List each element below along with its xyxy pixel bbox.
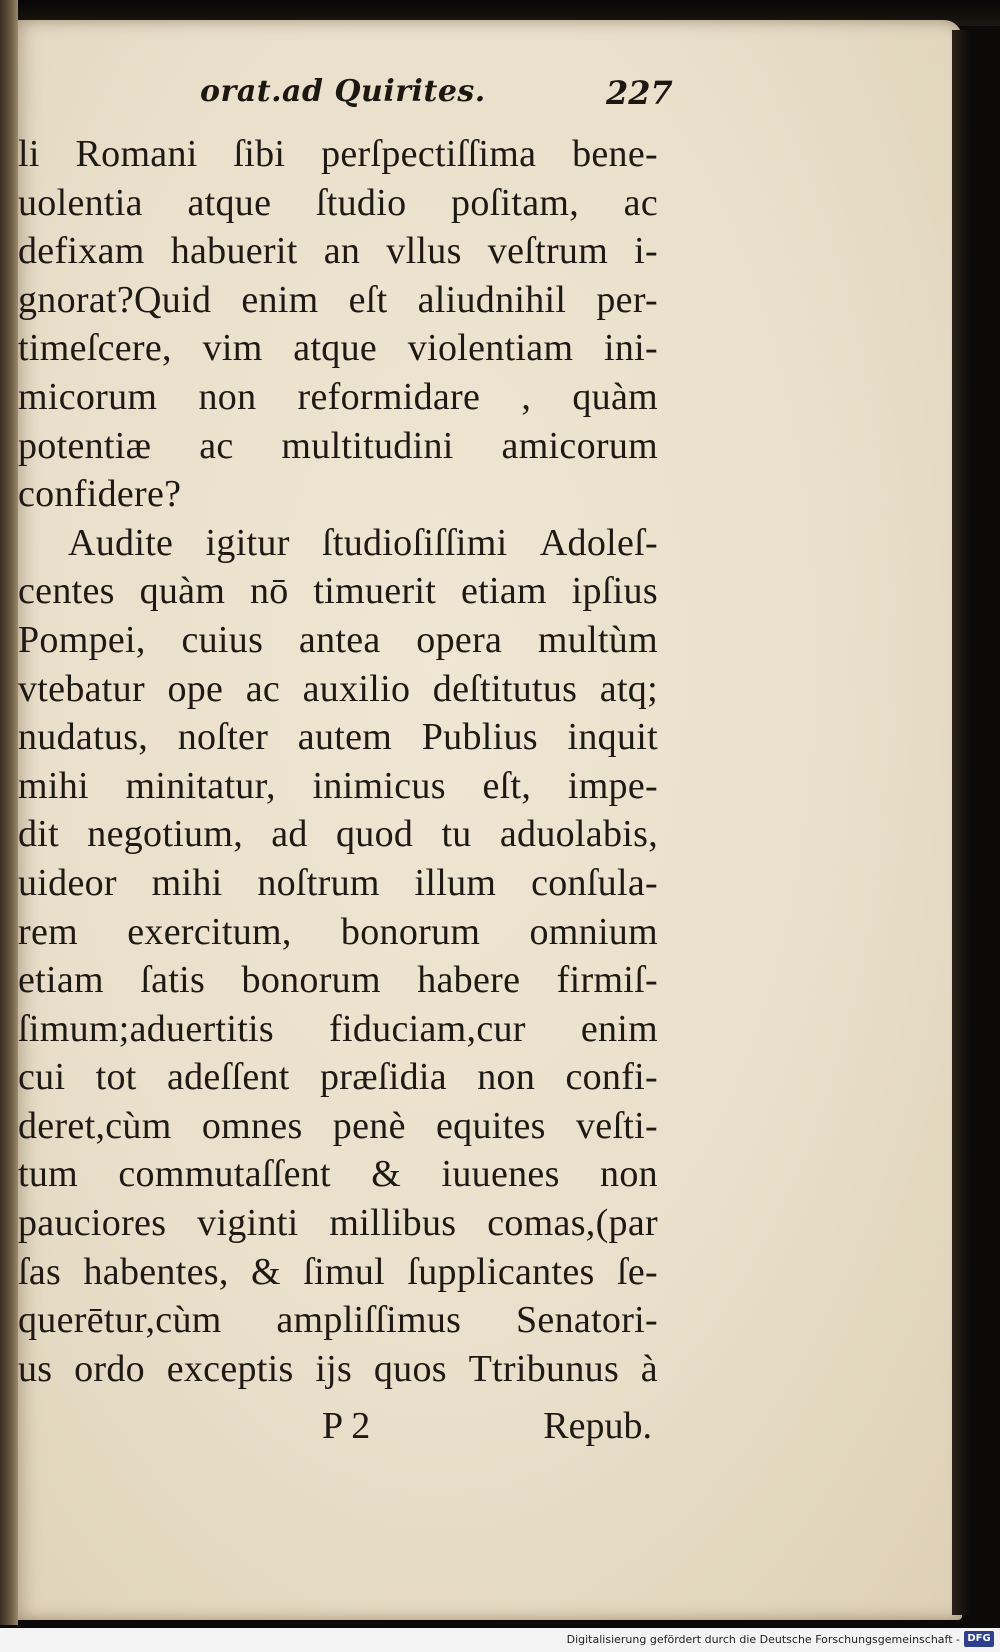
text-line: nudatus, noſter autem Publius inquit xyxy=(18,716,658,759)
text-line: confidere? xyxy=(18,473,182,516)
text-line: uolentia atque ſtudio poſitam, ac xyxy=(18,181,658,224)
book-spine xyxy=(0,0,18,1625)
text-line: cui tot adeſſent præſidia non confi- xyxy=(18,1056,658,1099)
text-line: rem exercitum, bonorum omnium xyxy=(18,910,658,953)
text-line: mihi minitatur, inimicus eſt, impe- xyxy=(18,764,658,807)
text-line: defixam habuerit an vllus veſtrum i- xyxy=(18,230,658,273)
text-line: ſimum;aduertitis fiduciam,cur enim xyxy=(18,1007,658,1050)
text-line: querētur,cùm ampliſſimus Senatori- xyxy=(18,1299,658,1342)
page-number: 227 xyxy=(606,74,673,112)
paragraph-start-line: Audite igitur ſtudioſiſſimi Adoleſ- xyxy=(68,521,658,564)
text-line: timeſcere, vim atque violentiam ini- xyxy=(18,327,658,370)
text-line: potentiæ ac multitudini amicorum xyxy=(18,424,658,467)
text-line: vtebatur ope ac auxilio deſtitutus atq; xyxy=(18,667,658,710)
text-line: gnorat?Quid enim eſt aliudnihil per- xyxy=(18,278,658,321)
dfg-logo: DFG xyxy=(964,1631,994,1647)
text-line: micorum non reformidare , quàm xyxy=(18,375,658,418)
text-line: deret,cùm omnes penè equites veſti- xyxy=(18,1104,658,1147)
page-edge-shadow xyxy=(952,30,970,1615)
text-line: Pompei, cuius antea opera multùm xyxy=(18,618,658,661)
catchword: Repub. xyxy=(543,1405,652,1447)
text-line: li Romani ſibi perſpectiſſima bene- xyxy=(18,133,658,175)
catchline xyxy=(322,1404,652,1448)
text-line: dit negotium, ad quod tu aduolabis, xyxy=(18,813,658,856)
digitization-credit: Digitalisierung gefördert durch die Deutsche Forschungsgemeinschaft - xyxy=(566,1633,960,1646)
text-line: tum commutaſſent & iuuenes non xyxy=(18,1153,658,1196)
text-line: ſas habentes, & ſimul ſupplicantes ſe- xyxy=(18,1250,658,1293)
running-head: orat.ad Quirites. xyxy=(200,74,486,109)
text-line: etiam ſatis bonorum habere firmiſ- xyxy=(18,959,658,1002)
body-text xyxy=(18,130,658,1393)
text-line: uideor mihi noſtrum illum conſula- xyxy=(18,861,658,904)
signature-mark: P 2 xyxy=(322,1405,371,1447)
text-line: pauciores viginti millibus comas,(par xyxy=(18,1202,658,1245)
text-line: us ordo exceptis ijs quos Ttribunus à xyxy=(18,1347,658,1390)
text-line: centes quàm nō timuerit etiam ipſius xyxy=(18,570,658,613)
